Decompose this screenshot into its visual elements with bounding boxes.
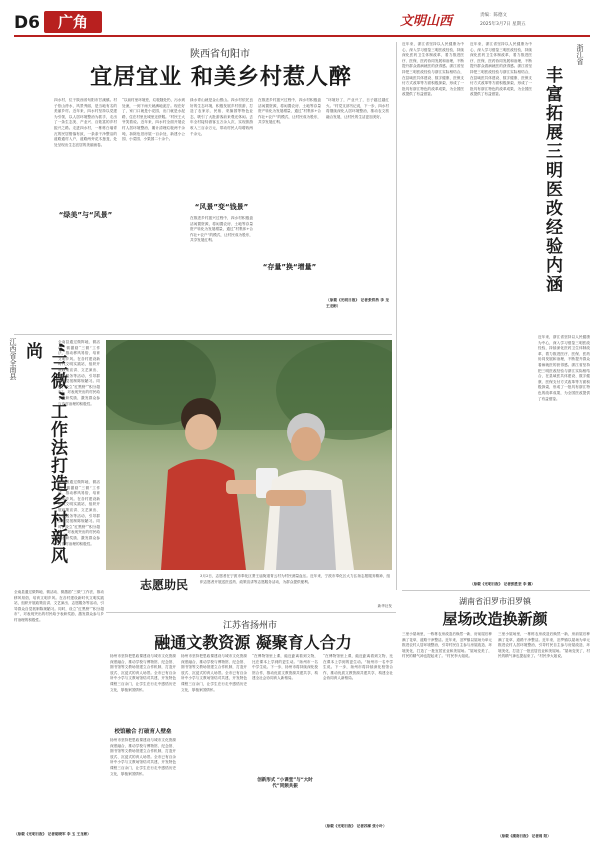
right-bottom-headline: 屋场改造换新颜: [442, 610, 548, 628]
left-mid-body-1: 全南县通过微阵地、微活动、微激励“三微”工作法，推动移风易俗，培育文明乡风。在各村建设新时代文明实践站，组织开展政策宣讲、文艺演出、志愿服务等活动，引导群众自觉抵制陈规陋习。同时，设立“红黑榜”“积分超市”，对表现突出的村民给予表彰奖励，激发群众参与乡村治理的积极性。: [58, 340, 100, 406]
bottom-col-1: 扬州市坚持把思政课建设与城市文化资源深度融合，推动学校与博物馆、纪念馆、图书馆等文教场馆建立合作机制，打造开放式、沉浸式的育人场景。全市已有百余所中小学与文教场馆结对共建，开发特色课程三百余门，让学生在行走中感悟历史文化，厚植家国情怀。: [110, 654, 176, 692]
photo-credit: 新华社发: [377, 604, 392, 608]
masthead-editor: 责编：陈德文: [480, 13, 507, 18]
volunteer-photo: [106, 340, 392, 570]
left-mid-body-2: 全南县通过微阵地、微活动、微激励“三微”工作法，推动移风易俗，培育文明乡风。在各村建设新时代文明实践站，组织开展政策宣讲、文艺演出、志愿服务等活动，引导群众自觉抵制陈规陋习。同时，设立“红黑榜”“积分超市”，对表现突出的村民给予表彰奖励，激发群众参与乡村治理的积极性。: [58, 480, 100, 546]
main-subhead-3: “存量”换“增量”: [262, 263, 317, 271]
page-number: D6: [14, 13, 40, 33]
bottom-col-1b: 扬州市坚持把思政课建设与城市文化资源深度融合，推动学校与博物馆、纪念馆、图书馆等文教场馆建立合作机制，打造开放式、沉浸式的育人场景。全市已有百余所中小学与文教场馆结对共建，开发特色课程三百余门，让学生在行走中感悟历史文化，厚植家国情怀。: [110, 738, 176, 776]
column-rule-right: [396, 42, 397, 590]
right-top-body-2: 近年来，浙江省坚持以人民健康为中心，深入学习借鉴三明医改经验，持续深化医药卫生体制改革，着力推进医疗、医保、医药协同发展和治理，不断提升群众看病就医的获得感。浙江省坚持把三明医改经验与浙江实际相结合，在县域医共体建设、数字健康、医保支付方式改革等方面积极探索，形成了一批具有浙江特色的改革成果，为全国医改提供了有益借鉴。: [470, 42, 532, 97]
main-col-2-wrap: [122, 98, 185, 328]
bottom-subhead-1: 校馆融合 打破育人壁垒: [114, 729, 172, 735]
main-subhead-1: “绿美”与“风景”: [54, 210, 117, 220]
bottom-byline: （原载《光明日报》 记者苏雁 张小叶）: [323, 824, 387, 828]
main-headline: 宜居宜业 和美乡村惹人醉: [90, 65, 352, 90]
left-mid-headline: “三微”工作法打造乡村新风尚: [22, 342, 67, 565]
right-bottom-byline: （原载《湖南日报》 记者周 阳）: [498, 834, 551, 838]
masthead-rule: [14, 35, 590, 37]
paper-logo: 文明山西: [400, 14, 453, 29]
right-top-body-1: 近年来，浙江省坚持以人民健康为中心，深入学习借鉴三明医改经验，持续深化医药卫生体制改革，着力推进医疗、医保、医药协同发展和治理，不断提升群众看病就医的获得感。浙江省坚持把三明医改经验与浙江实际相结合，在县域医共体建设、数字健康、医保支付方式改革等方面积极探索，形成了一批具有浙江特色的改革成果，为全国医改提供了有益借鉴。: [402, 42, 464, 97]
bottom-col-4: “在博物馆里上课，能近距离看到文物，比在课本上学到的更生动。”扬州市一名中学生说。下一步，扬州市将持续深化校馆合作，推动优质文教资源共建共享，构建全社会协同育人新格局。: [323, 654, 393, 681]
bottom-headline: 融通文教资源 凝聚育人合力: [154, 633, 352, 652]
right-bottom-body-2: 三里小屋场里，一栋栋农房改造后焕然一新，房前屋后种满了花草，道路干净整洁。近年来，汨罗镇以屋场为单元推进农村人居环境整治，引导村民自主参与房屋改造、环境美化，打造了一批宜居宜业和美屋场。“屋场变美了，村民的精气神也提起来了。”村民李大姐说。: [498, 632, 590, 659]
right-top-headline: 丰富拓展三明医改经验内涵: [542, 66, 562, 294]
main-col-2: “以前村里环境差，垃圾随处扔，污水到处流，一到下雨天就满地泥泞。现在好了，家门口就是小花园，出门就是水泥路，住在村里比城里还舒服。”村民王大爷笑着说。近年来，四水村全面开展农村人居环境整治，累计清理垃圾两千余吨，拆除危旧房屋一百余处，新建小公园、小菜园、小果园二十余个。: [122, 98, 185, 142]
main-col-1: 四水村，位于陕西省旬阳市甘溪镇。村子依山傍水，风景秀丽，是当地有名的美丽乡村。近年来，四水村坚持以党建为引领，以人居环境整治为抓手，走出了一条生态美、产业兴、百姓富的乡村振兴之路。走进四水村，一栋栋白墙青瓦的民居错落有致，一条条干净整洁的道路通村入户，道路两旁花木葱茏，处处呈现出生态宜居的美丽画卷。: [54, 98, 117, 147]
right-top-body-3: 近年来，浙江省坚持以人民健康为中心，深入学习借鉴三明医改经验，持续深化医药卫生体制改革，着力推进医疗、医保、医药协同发展和治理，不断提升群众看病就医的获得感。浙江省坚持把三明医改经验与浙江实际相结合，在县域医共体建设、数字健康、医保支付方式改革等方面积极探索，形成了一批具有浙江特色的改革成果，为全国医改提供了有益借鉴。: [538, 335, 590, 401]
main-col-5-wrap: [326, 98, 389, 328]
weekday: 星期五: [512, 22, 526, 27]
main-subhead-2: “风景”变“钱景”: [194, 203, 249, 211]
date: 2025年3月7日: [480, 22, 511, 27]
bottom-col-3: “在博物馆里上课，能近距离看到文物，比在课本上学到的更生动。”扬州市一名中学生说。下一步，扬州市将持续深化校馆合作，推动优质文教资源共建共享，构建全社会协同育人新格局。: [252, 654, 318, 681]
left-mid-body-3: 全南县通过微阵地、微活动、微激励“三微”工作法，推动移风易俗，培育文明乡风。在各村建设新时代文明实践站，组织开展政策宣讲、文艺演出、志愿服务等活动，引导群众自觉抵制陈规陋习。同时，设立“红黑榜”“积分超市”，对表现突出的村民给予表彰奖励，激发群众参与乡村治理的积极性。: [14, 590, 104, 622]
section-tag: 广角: [44, 11, 102, 33]
left-mid-rule: [14, 334, 392, 335]
right-bottom-body-1: 三里小屋场里，一栋栋农房改造后焕然一新，房前屋后种满了花草，道路干净整洁。近年来，汨罗镇以屋场为单元推进农村人居环境整治，引导村民自主参与房屋改造、环境美化，打造了一批宜居宜业和美屋场。“屋场变美了，村民的精气神也提起来了。”村民李大姐说。: [402, 632, 492, 659]
main-col-5: “环境好了，产业兴了，日子越过越红火。”村党支部书记说，下一步，四水村将继续深化人居环境整治，推动农文旅融合发展，让村民的生活更加美好。: [326, 98, 389, 119]
right-top-province: 浙江省: [576, 44, 584, 65]
main-col-3b: 在推进乡村振兴过程中，四水村积极盘活闲置资源，将闲置农房、土地等存量资产转化为发展增量，通过“村集体+合作社+农户”的模式，让村民成为股东，共享发展红利。: [190, 216, 253, 243]
main-col-4-wrap: [258, 98, 321, 328]
bottom-col-3-wrap: [252, 654, 318, 844]
right-bottom-province: 湖南省汨罗市汨罗镇: [459, 597, 531, 606]
main-kicker: 陕西省旬阳市: [190, 49, 250, 60]
masthead-date: [480, 21, 526, 27]
bottom-col-2: 扬州市坚持把思政课建设与城市文化资源深度融合，推动学校与博物馆、纪念馆、图书馆等文教场馆建立合作机制，打造开放式、沉浸式的育人场景。全市已有百余所中小学与文教场馆结对共建，开发特色课程三百余门，让学生在行走中感悟历史文化，厚植家国情怀。: [181, 654, 247, 692]
main-col-4: 在推进乡村振兴过程中，四水村积极盘活闲置资源，将闲置农房、土地等存量资产转化为发展增量，通过“村集体+合作社+农户”的模式，让村民成为股东，共享发展红利。: [258, 98, 321, 125]
main-col-3: 绿水青山就是金山银山。四水村依托良好的生态环境，积极发展乡村旅游，打造了农家乐、民宿、采摘园等特色业态，吸引了大批游客前来观光休闲。去年全村接待游客五万余人次，实现旅游收入三百余万元，带动村民人均增收两千余元。: [190, 98, 253, 136]
bottom-province: 江苏省扬州市: [222, 621, 277, 631]
left-mid-province: 江西省全南县: [9, 338, 17, 380]
right-top-byline: （原载《光明日报》 记者张胜坚 李 娜）: [470, 582, 535, 586]
main-byline: （原载《光明日报》 记者张哲浩 李 龙 王龙彬）: [326, 298, 389, 308]
bottom-subhead-2: 创新形式 “小课堂”与“大时代”同频共振: [257, 778, 313, 789]
photo-scene: [106, 340, 392, 570]
bottom-col-4-wrap: [323, 654, 393, 844]
bottom-rule: [106, 612, 396, 613]
left-mid-byline: （原载《光明日报》 记者胡晓军 李 玉 王龙彬）: [14, 832, 91, 836]
bottom-col-1-wrap: [110, 654, 176, 844]
main-col-3-wrap: [190, 98, 253, 328]
right-bottom-rule: [402, 590, 590, 591]
photo-caption: 3月2日，志愿者在宁波市奉化区萧王庙街道青云村为村民测量血压。近年来，宁波市奉化区大力弘扬志愿服务精神，组织志愿者开展送医送药、政策宣讲等志愿服务活动，为群众提供便利。: [200, 574, 390, 584]
photo-title: 志愿助民: [140, 578, 189, 592]
